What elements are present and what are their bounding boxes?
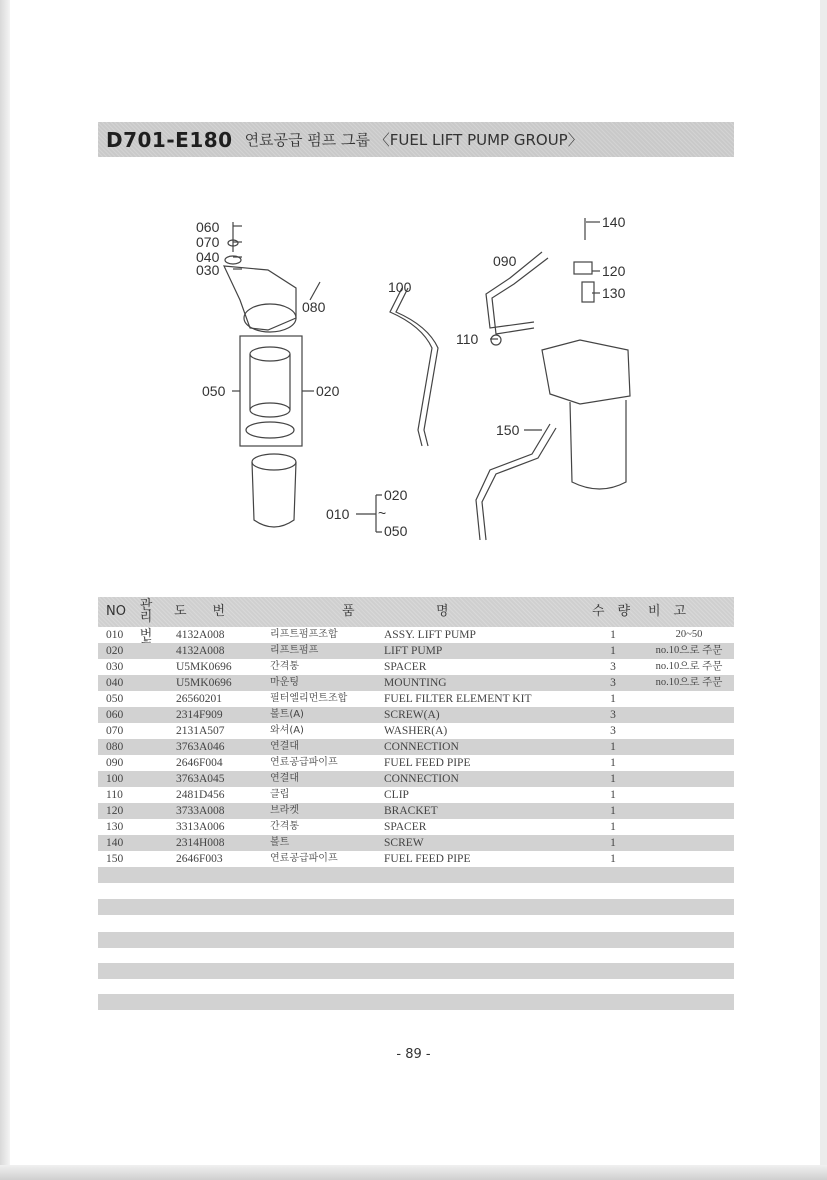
cell-note: no.10으로 주문: [655, 645, 723, 656]
header-note: 비 고: [648, 604, 687, 619]
cell-part: U5MK0696: [176, 661, 232, 673]
cell-no: 040: [106, 677, 124, 689]
cell-en: BRACKET: [384, 805, 438, 817]
cell-no: 130: [106, 821, 124, 833]
cell-en: MOUNTING: [384, 677, 447, 689]
cell-part: 2646F004: [176, 757, 223, 769]
scan-edge-bottom: [0, 1165, 827, 1180]
cell-qty: 1: [610, 757, 616, 769]
callout-110: 110: [456, 331, 479, 347]
title-bar: [98, 122, 734, 157]
cell-no: 010: [106, 629, 124, 641]
cell-part: 4132A008: [176, 629, 225, 641]
cell-no: 120: [106, 805, 124, 817]
cell-qty: 1: [610, 853, 616, 865]
cell-part: 3763A046: [176, 741, 225, 753]
callout-080: 080: [302, 299, 326, 315]
cell-no: 110: [106, 789, 123, 801]
cell-en: ASSY. LIFT PUMP: [384, 629, 476, 641]
clip-110-shape: [491, 335, 501, 345]
cell-kr: 간격통: [270, 661, 299, 672]
cell-kr: 간격통: [270, 821, 299, 832]
cell-en: SPACER: [384, 821, 427, 833]
table-row: [98, 675, 734, 691]
filter-kit-box: [240, 336, 302, 446]
callout-120: 120: [602, 263, 626, 279]
table-row: [98, 643, 734, 659]
cell-qty: 3: [610, 725, 616, 737]
cell-part: 2314H008: [176, 837, 225, 849]
callout-150: 150: [496, 422, 520, 438]
cell-no: 090: [106, 757, 124, 769]
cell-no: 080: [106, 741, 124, 753]
cell-no: 050: [106, 693, 124, 705]
callout-140: 140: [602, 214, 626, 230]
cell-part: 2481D456: [176, 789, 225, 801]
header-mgmt-bottom: 번: [139, 628, 153, 643]
callout-090: 090: [493, 253, 517, 269]
table-row: [98, 771, 734, 787]
cell-part: 3313A006: [176, 821, 225, 833]
cell-qty: 1: [610, 837, 616, 849]
cell-qty: 1: [610, 821, 616, 833]
table-row: [98, 723, 734, 739]
blank-row-band: [98, 899, 734, 915]
cell-no: 030: [106, 661, 124, 673]
cell-qty: 1: [610, 693, 616, 705]
cell-part: 2314F909: [176, 709, 223, 721]
pipe-150-outline: [482, 428, 556, 540]
callout-100: 100: [388, 279, 412, 295]
callout-010-range-end: 050: [384, 523, 408, 539]
o-ring-shape: [246, 422, 294, 438]
table-row: [98, 691, 734, 707]
cell-part: 2131A507: [176, 725, 225, 737]
filter-bowl-top: [252, 454, 296, 470]
cell-en: SPACER: [384, 661, 427, 673]
group-title: 연료공급 펌프 그룹 〈FUEL LIFT PUMP GROUP〉: [244, 131, 583, 149]
header-part-no: 도 번: [174, 604, 226, 619]
cell-kr: 볼트(A): [270, 709, 304, 720]
header-name-left: 품: [342, 604, 355, 619]
cell-part: 4132A008: [176, 645, 225, 657]
table-row: [98, 803, 734, 819]
right-filter-bowl-shape: [570, 400, 626, 489]
right-pump-head-shape: [542, 340, 630, 404]
cell-part: 3763A045: [176, 773, 225, 785]
table-row-empty: [98, 867, 734, 883]
cell-en: LIFT PUMP: [384, 645, 443, 657]
callout-040: 040: [196, 249, 220, 265]
cell-en: SCREW: [384, 837, 424, 849]
cell-no: 150: [106, 853, 124, 865]
scan-edge-left: [0, 0, 10, 1180]
filter-element-bottom: [250, 403, 290, 417]
pipe-150-shape: [476, 424, 550, 540]
cell-kr: 마운팅: [270, 677, 299, 688]
cell-qty: 3: [610, 677, 616, 689]
cell-kr: 볼트: [270, 837, 290, 848]
callout-130: 130: [602, 285, 626, 301]
header-qty: 수 량: [592, 604, 631, 619]
header-name-right: 명: [436, 604, 449, 619]
group-code: D701-E180: [106, 127, 233, 152]
scan-edge-right: [820, 0, 827, 1180]
table-row: [98, 787, 734, 803]
cell-en: FUEL FILTER ELEMENT KIT: [384, 693, 532, 705]
cell-qty: 1: [610, 645, 616, 657]
cell-qty: 3: [610, 709, 616, 721]
cell-no: 140: [106, 837, 124, 849]
pump-head-shape: [244, 304, 296, 332]
blank-row-band: [98, 994, 734, 1010]
cell-en: WASHER(A): [384, 725, 448, 737]
callout-050: 050: [202, 383, 226, 399]
cell-part: U5MK0696: [176, 677, 232, 689]
cell-kr: 리프트펌프조합: [270, 629, 338, 640]
table-row: [98, 835, 734, 851]
header-no: NO: [106, 604, 126, 619]
cell-no: 070: [106, 725, 124, 737]
cell-note: 20~50: [675, 629, 703, 640]
cell-en: SCREW(A): [384, 709, 440, 721]
cell-part: 3733A008: [176, 805, 225, 817]
table-row: [98, 659, 734, 675]
blank-row-band: [98, 932, 734, 948]
filter-element-top: [250, 347, 290, 361]
cell-qty: 1: [610, 741, 616, 753]
exploded-parts-diagram: [150, 200, 670, 560]
bracket-120-shape: [574, 262, 592, 274]
cell-qty: 1: [610, 629, 616, 641]
cell-kr: 연료공급파이프: [270, 757, 338, 768]
cell-kr: 브라켓: [270, 805, 299, 816]
cell-en: CONNECTION: [384, 741, 459, 753]
header-mgmt-no: [136, 598, 156, 643]
cell-kr: 와셔(A): [270, 725, 304, 736]
cell-kr: 연결대: [270, 773, 299, 784]
cell-qty: 1: [610, 773, 616, 785]
callout-010: 010: [326, 506, 350, 522]
cell-kr: 클립: [270, 789, 290, 800]
cell-kr: 필터엘리먼트조합: [270, 693, 348, 704]
cell-note: no.10으로 주문: [655, 677, 723, 688]
cell-en: CONNECTION: [384, 773, 459, 785]
table-row: [98, 707, 734, 723]
cell-part: 2646F003: [176, 853, 223, 865]
cell-qty: 1: [610, 789, 616, 801]
table-row: [98, 819, 734, 835]
page-number: - 89 -: [396, 1047, 431, 1062]
table-row: [98, 755, 734, 771]
cell-part: 26560201: [176, 693, 222, 705]
cell-qty: 1: [610, 805, 616, 817]
callout-010-range-start: 020: [384, 487, 408, 503]
cell-kr: 연결대: [270, 741, 299, 752]
callout-030: 030: [196, 262, 220, 278]
table-row: [98, 851, 734, 867]
parts-table: [98, 597, 734, 883]
header-mgmt-top: 관리: [139, 598, 153, 625]
table-row: [98, 627, 734, 643]
pump-bracket-shape: [224, 266, 296, 330]
cell-en: CLIP: [384, 789, 409, 801]
cell-no: 060: [106, 709, 124, 721]
callout-010-range-tilde: ~: [378, 505, 387, 521]
cell-no: 100: [106, 773, 124, 785]
table-body: [98, 627, 734, 883]
filter-bowl-shape: [252, 462, 296, 527]
cell-en: FUEL FEED PIPE: [384, 853, 471, 865]
table-row: [98, 739, 734, 755]
cell-note: no.10으로 주문: [655, 661, 723, 672]
cell-no: 020: [106, 645, 124, 657]
callout-070: 070: [196, 234, 220, 250]
spacer-130-shape: [582, 282, 594, 302]
cell-kr: 리프트펌프: [270, 645, 319, 656]
callout-020: 020: [316, 383, 340, 399]
cell-qty: 3: [610, 661, 616, 673]
pipe-100-outline: [396, 288, 438, 446]
cell-kr: 연료공급파이프: [270, 853, 338, 864]
blank-row-band: [98, 963, 734, 979]
cell-en: FUEL FEED PIPE: [384, 757, 471, 769]
connection-080-shape: [310, 282, 320, 300]
callout-060: 060: [196, 219, 220, 235]
